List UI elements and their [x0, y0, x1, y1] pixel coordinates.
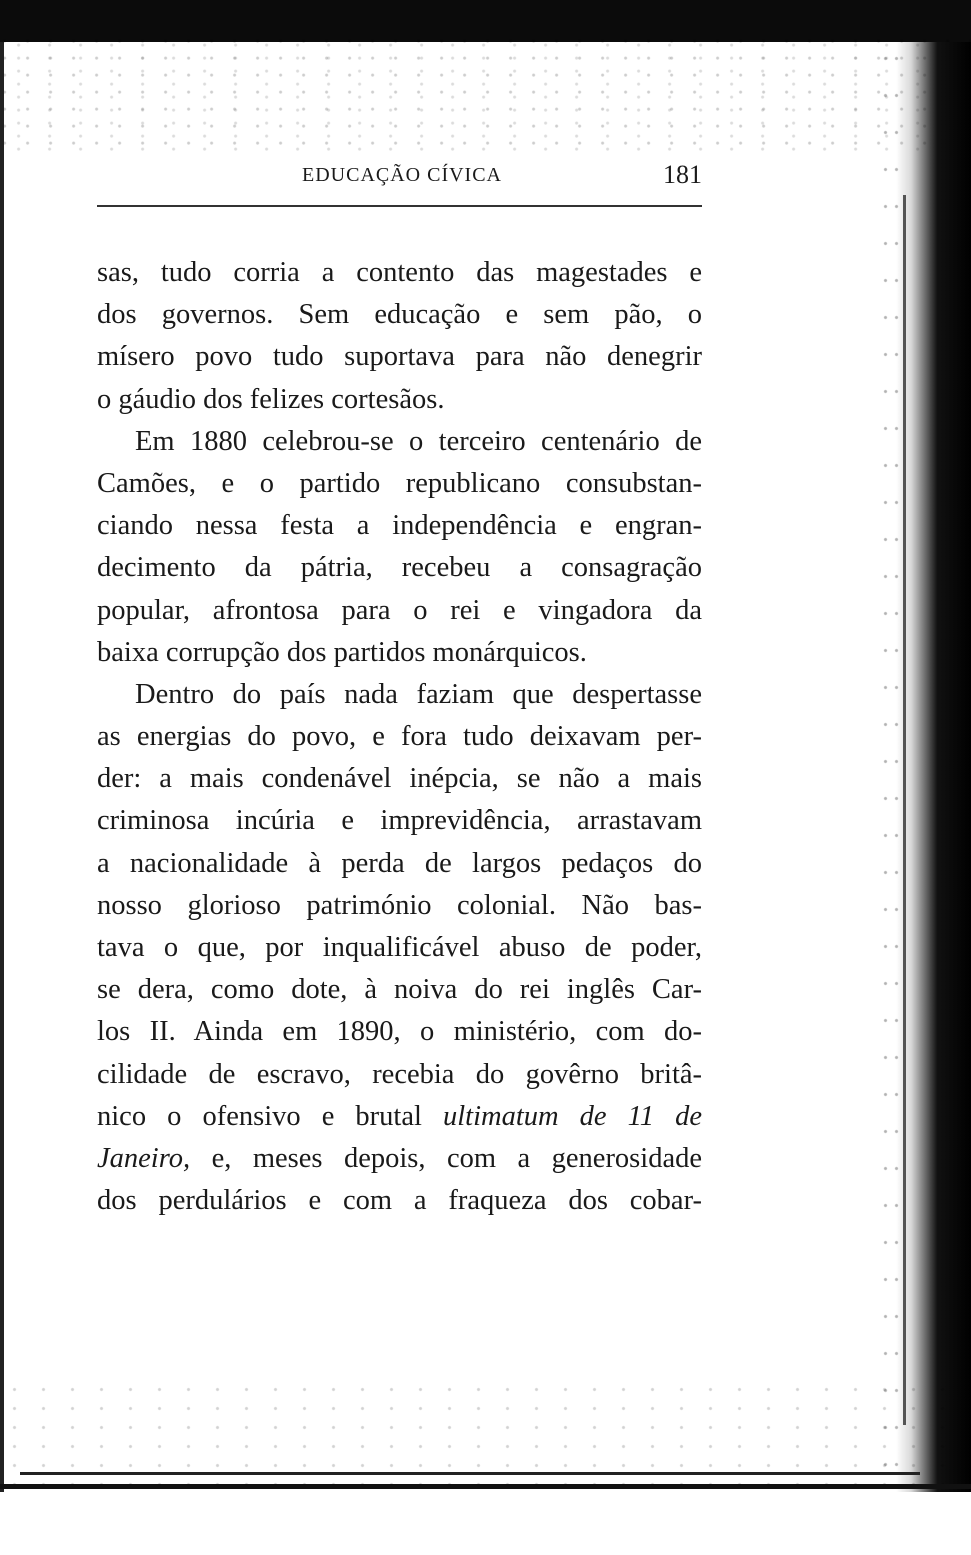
paragraph-start: Em 1880 celebrou-se o terceiro centenário de — [135, 425, 702, 457]
scan-binding-shadow — [896, 42, 971, 1502]
text-line: sas, tudo corria a contento das magestades e — [97, 257, 702, 288]
body-text — [97, 252, 702, 1222]
bottom-rule-2 — [0, 1484, 971, 1489]
text-line: los II. Ainda em 1890, o ministério, com do- — [97, 1016, 702, 1048]
line-text: nico o ofensivo e brutal — [97, 1100, 443, 1132]
paragraph-start: Dentro do país nada faziam que despertasse — [135, 678, 702, 710]
text-line: criminosa incúria e imprevidência, arrastavam — [97, 805, 702, 837]
text-line: decimento da pátria, recebeu a consagração — [97, 552, 702, 584]
scan-left-edge — [0, 42, 4, 1502]
text-line: a nacionalidade à perda de largos pedaços do — [97, 847, 702, 879]
line-text: e, meses depois, com a generosidade — [190, 1142, 702, 1174]
text-line: popular, afrontosa para o rei e vingadora da — [97, 594, 702, 626]
header-rule — [97, 205, 702, 207]
scan-top-noise — [0, 36, 971, 156]
italic-text: ultimatum de 11 de — [442, 1100, 702, 1132]
text-line: as energias do povo, e fora tudo deixavam per- — [97, 721, 702, 753]
running-head — [97, 160, 702, 200]
text-line: ciando nessa festa a independência e engran- — [97, 510, 702, 542]
text-line — [97, 1138, 702, 1180]
bottom-rule-1 — [20, 1472, 920, 1475]
text-line: baixa corrupção dos partidos monárquicos. — [97, 636, 587, 668]
text-line: se dera, como dote, à noiva do rei inglês Car- — [97, 974, 702, 1006]
text-line: o gáudio dos felizes cortesãos. — [97, 383, 445, 415]
text-line: der: a mais condenável inépcia, se não a mais — [97, 763, 702, 795]
text-line: mísero povo tudo suportava para não denegrir — [97, 341, 702, 373]
italic-text: Janeiro, — [97, 1142, 191, 1174]
text-line — [97, 1096, 702, 1138]
running-title: EDUCAÇÃO CÍVICA — [302, 164, 502, 186]
text-line: dos governos. Sem educação e sem pão, o — [97, 299, 702, 331]
text-line: Camões, e o partido republicano consubstan- — [97, 467, 702, 499]
text-line: tava o que, por inqualificável abuso de poder, — [97, 932, 702, 963]
text-line: cilidade de escravo, recebia do govêrno britâ- — [97, 1058, 702, 1090]
scan-bottom-margin — [0, 1492, 971, 1555]
page-number: 181 — [663, 160, 702, 189]
scan-bottom-edge — [0, 1472, 971, 1492]
text-line: nosso glorioso património colonial. Não bas- — [97, 889, 702, 921]
text-line: dos perdulários e com a fraqueza dos cobar- — [97, 1185, 702, 1217]
